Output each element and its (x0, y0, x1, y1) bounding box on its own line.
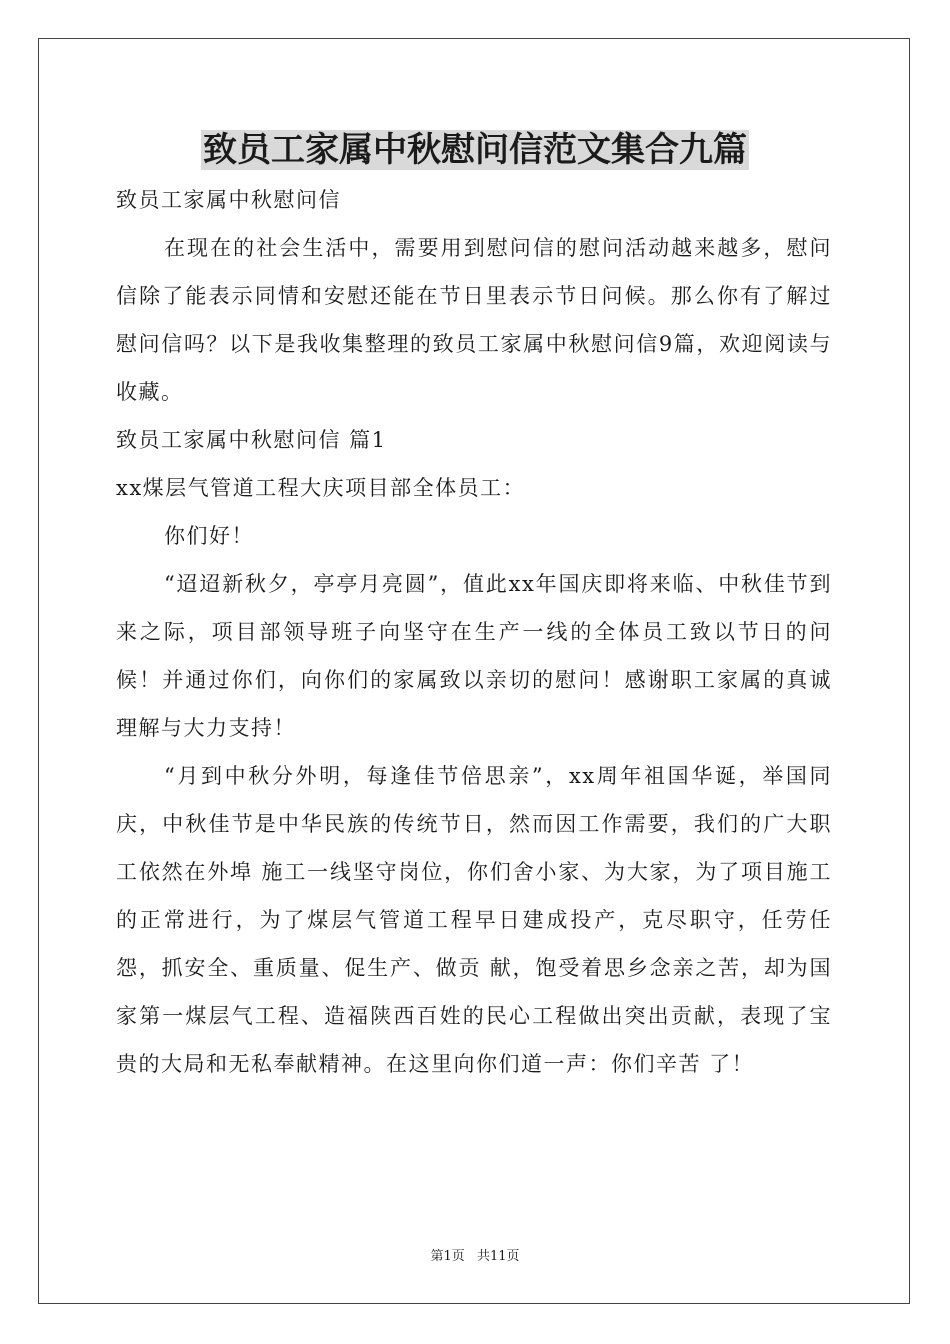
section-heading: 致员工家属中秋慰问信 篇1 (116, 428, 387, 452)
greeting: 你们好！ (164, 524, 254, 548)
document-title (0, 126, 950, 174)
page-footer (0, 1248, 950, 1266)
salutation: xx煤层气管道工程大庆项目部全体员工： (116, 476, 526, 500)
paragraph: 在现在的社会生活中，需要用到慰问信的慰问活动越来越多，慰问信除了能表示同情和安慰还能在节日里表示节日问候。那么你有了解过慰问信吗？以下是我收集整理的致员工家属中秋慰问信9篇，欢迎阅读与收藏。 (116, 236, 832, 404)
page-number: 第1页 (430, 1249, 465, 1264)
paragraph: “月到中秋分外明，每逢佳节倍思亲”，xx周年祖国华诞，举国同庆，中秋佳节是中华民族的传统节日，然而因工作需要，我们的广大职工依然在外埠 施工一线坚守岗位，你们舍小家、为大家，为了项目施工的正常进行，为了煤层气管道工程早日建成投产，克尽职守，任劳任怨，抓安全、重质量、促生产、做贡 献，饱受着思乡念亲之苦，却为国家第一煤层气工程、造福陕西百姓的民心工程做出突出贡献，表现了宝贵的大局和无私奉献精神。在这里向你们道一声：你们辛苦 了！ (116, 764, 832, 1076)
page-total: 共11页 (476, 1249, 520, 1264)
paragraph: “迢迢新秋夕，亭亭月亮圆”，值此xx年国庆即将来临、中秋佳节到来之际，项目部领导班子向坚守在生产一线的全体员工致以节日的问候！并通过你们，向你们的家属致以亲切的慰问！感谢职工家属的真诚理解与大力支持！ (116, 572, 832, 740)
document-body (116, 176, 832, 1088)
document-title-text: 致员工家属中秋慰问信范文集合九篇 (203, 130, 747, 170)
paragraph: 致员工家属中秋慰问信 (116, 188, 341, 212)
